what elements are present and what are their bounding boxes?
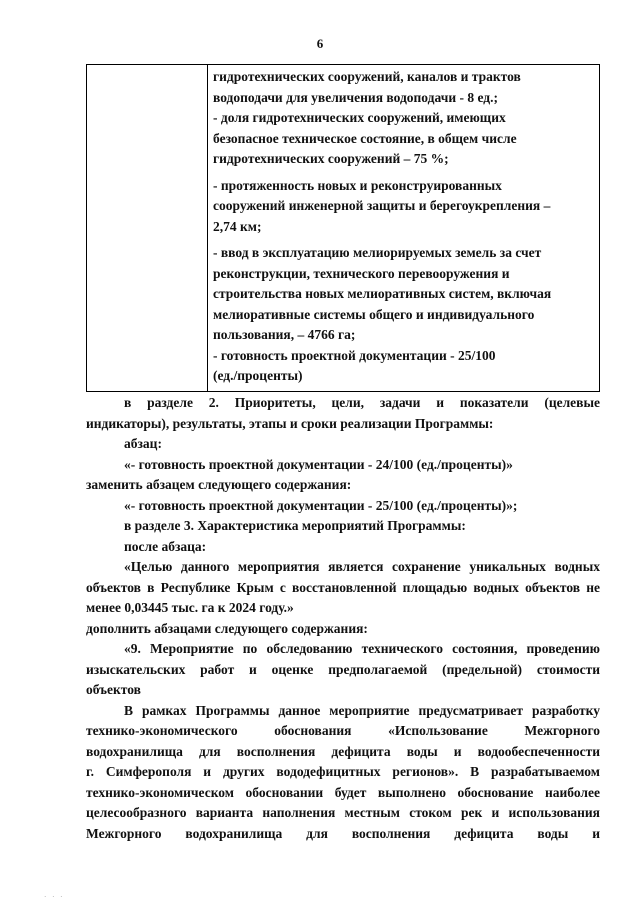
table-line: 2,74 км; bbox=[213, 218, 262, 234]
document-body bbox=[86, 393, 600, 844]
body-line: «9. Мероприятие по обследованию технического состояния, проведению bbox=[124, 641, 600, 656]
table-line: водоподачи для увеличения водоподачи - 8 ед.; bbox=[213, 89, 498, 105]
table-line: гидротехнических сооружений – 75 %; bbox=[213, 151, 449, 166]
table-line: строительства новых мелиоративных систем, включая bbox=[213, 286, 552, 301]
table-cell-left bbox=[87, 65, 208, 392]
body-line: абзац: bbox=[124, 436, 162, 451]
table-line: - доля гидротехнических сооружений, имеющих bbox=[213, 110, 506, 125]
body-line: в разделе 3. Характеристика мероприятий Программы: bbox=[124, 518, 466, 533]
body-line: В рамках Программы данное мероприятие предусматривает разработку bbox=[124, 702, 600, 718]
body-line: технико-экономического обоснования «Использование Межгорного bbox=[86, 723, 600, 738]
body-line: «Целью данного мероприятия является сохранение уникальных водных bbox=[124, 559, 600, 574]
body-line: объектов в Республике Крым с восстановленной площадью водных объектов не bbox=[86, 579, 600, 595]
body-line: изыскательских работ и оценке предполагаемой (предельной) стоимости bbox=[86, 661, 600, 677]
table-line: реконструкции, технического перевооружения и bbox=[213, 265, 510, 281]
body-line: объектов bbox=[86, 682, 141, 697]
table-line: мелиоративные системы общего и индивидуального bbox=[213, 306, 535, 322]
table-line: гидротехнических сооружений, каналов и трактов bbox=[213, 69, 521, 84]
body-line: целесообразного варианта наполнения местным стоком рек и использования bbox=[86, 805, 600, 820]
table-line: - готовность проектной документации - 25/100 bbox=[213, 347, 496, 363]
table-line: (ед./проценты) bbox=[213, 368, 303, 383]
body-line: «- готовность проектной документации - 25/100 (ед./проценты)»; bbox=[124, 497, 518, 513]
table-line: - протяженность новых и реконструированных bbox=[213, 177, 502, 193]
scan-mark: · · · bbox=[44, 893, 65, 901]
body-line: г. Симферополя и других вододефицитных регионов». В разрабатываемом bbox=[86, 764, 600, 779]
body-line: дополнить абзацами следующего содержания: bbox=[86, 620, 368, 636]
body-line: заменить абзацем следующего содержания: bbox=[86, 477, 352, 492]
table-line: пользования, – 4766 га; bbox=[213, 327, 356, 342]
body-line: менее 0,03445 тыс. га к 2024 году.» bbox=[86, 600, 294, 615]
body-line: водохранилища для восполнения дефицита воды и водообеспеченности bbox=[86, 743, 600, 759]
page-number: 6 bbox=[316, 36, 324, 51]
body-line: технико-экономическом обосновании будет выполнено обоснование наиболее bbox=[86, 784, 600, 800]
body-line: индикаторы), результаты, этапы и сроки реализации Программы: bbox=[86, 415, 494, 431]
table-cell-right bbox=[208, 65, 600, 392]
table-line: сооружений инженерной защиты и берегоукрепления – bbox=[213, 198, 551, 213]
indicators-table bbox=[86, 64, 600, 392]
body-line: в разделе 2. Приоритеты, цели, задачи и показатели (целевые bbox=[124, 395, 600, 410]
body-line: «- готовность проектной документации - 24/100 (ед./проценты)» bbox=[124, 456, 513, 472]
table-line: безопасное техническое состояние, в общем числе bbox=[213, 130, 517, 146]
table-row bbox=[87, 65, 600, 392]
body-line: после абзаца: bbox=[124, 538, 207, 554]
table-line: - ввод в эксплуатацию мелиорируемых земель за счет bbox=[213, 245, 542, 260]
body-line: Межгорного водохранилища для восполнения дефицита воды и bbox=[86, 825, 600, 841]
